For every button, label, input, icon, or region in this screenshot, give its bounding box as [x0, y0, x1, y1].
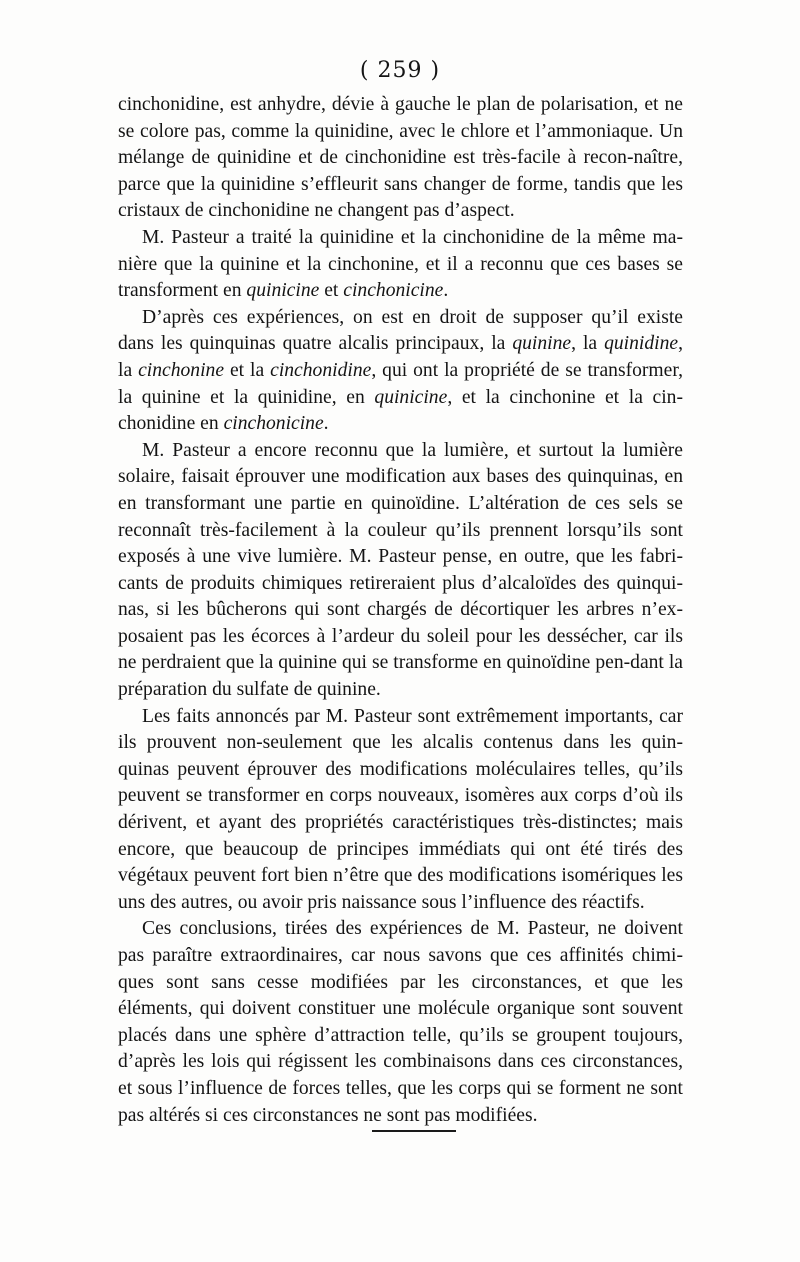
text-run: et la	[224, 359, 271, 381]
italic-term: quinicine	[246, 280, 320, 302]
text-run: , la	[118, 333, 683, 381]
text-run: et	[319, 280, 344, 302]
paragraph	[118, 438, 683, 704]
paragraph	[118, 92, 683, 225]
italic-term: cinchonicine	[343, 280, 444, 302]
italic-term: quinicine	[374, 386, 448, 408]
text-run: D’après ces expériences, on est en droit de supposer qu’il existe dans les quinquinas quatre alcalis principaux, la	[118, 306, 683, 355]
text-run: M. Pasteur a encore reconnu que la lumière, et surtout la lumière solaire, faisait éprouver une modification aux bases des quinquinas, en en transformant une partie en quinoïdine. L’altération de ces sels se reconnaît très-facilement à la couleur qu’ils prennent lorsqu’ils sont exposés à une vive lumière. M. Pasteur pense, en outre, que les fabri-cants de produits chimiques retireraient plus d’alcaloïdes des quinqui-nas, si les bûcherons qui sont chargés de décortiquer les arbres n’ex-posaient pas les écorces à l’ardeur du soleil pour les dessécher, car ils ne perdraient que la quinine qui se transforme en quinoïdine pen-dant la préparation du sulfate de quinine.	[118, 439, 683, 701]
paragraph	[118, 704, 683, 917]
text-run: cinchonidine, est anhydre, dévie à gauche le plan de polarisation, et ne se colore pas, comme la quinidine, avec le chlore et l’ammoniaque. Un mélange de quinidine et de cinchonidine est très-facile à recon-naître, parce que la quinidine s’effleurit sans changer de forme, tandis que les cristaux de cinchonidine ne changent pas d’aspect.	[118, 94, 683, 222]
text-run: Les faits annoncés par M. Pasteur sont extrêmement importants, car ils prouvent non-seulement que les alcalis contenus dans les quin-quinas peuvent éprouver des modifications moléculaires telles, qu’ils peuvent se transformer en corps nouveaux, isomères aux corps d’où ils dérivent, et ayant des propriétés caractéristiques très-distinctes; mais encore, que beaucoup de principes immédiats qui ont été tirés des végétaux peuvent fort bien n’être que des modifications isomériques les uns des autres, ou avoir pris naissance sous l’influence des réactifs.	[118, 705, 683, 913]
closing-rule	[372, 1130, 456, 1132]
text-run: , qui ont la propriété de se transformer, la quinine et la quinidine, en	[118, 359, 683, 408]
text-run: , la	[571, 333, 605, 355]
paragraph	[118, 225, 683, 305]
italic-term: cinchonidine	[270, 359, 372, 381]
italic-term: cinchonicine	[223, 413, 324, 435]
italic-term: quinine	[512, 333, 572, 355]
paragraph	[118, 305, 683, 438]
paragraph	[118, 916, 683, 1129]
text-run: .	[443, 280, 449, 302]
text-run: Ces conclusions, tirées des expériences de M. Pasteur, ne doivent pas paraître extraordinaires, car nous savons que ces affinités chimi-ques sont sans cesse modifiées par les circonstances, et que les éléments, qui doivent constituer une molécule organique sont souvent placés dans une sphère d’attraction telle, qu’ils se groupent toujours, d’après les lois qui régissent les combinaisons dans ces circonstances, et sous l’influence de forces telles, que les corps qui se forment ne sont pas altérés si ces circonstances ne sont pas modifiées.	[118, 918, 683, 1126]
text-run: , et la cinchonine et la cin-chonidine en	[118, 386, 683, 435]
text-run: M. Pasteur a traité la quinidine et la cinchonidine de la même ma-nière que la quinine et la cinchonine, et il a reconnu que ces bases se transforment en	[118, 226, 683, 302]
body-text	[118, 92, 683, 1129]
text-run: .	[323, 413, 329, 435]
page-number: ( 259 )	[359, 58, 441, 83]
italic-term: cinchonine	[138, 359, 225, 381]
italic-term: quinidine	[604, 333, 679, 355]
